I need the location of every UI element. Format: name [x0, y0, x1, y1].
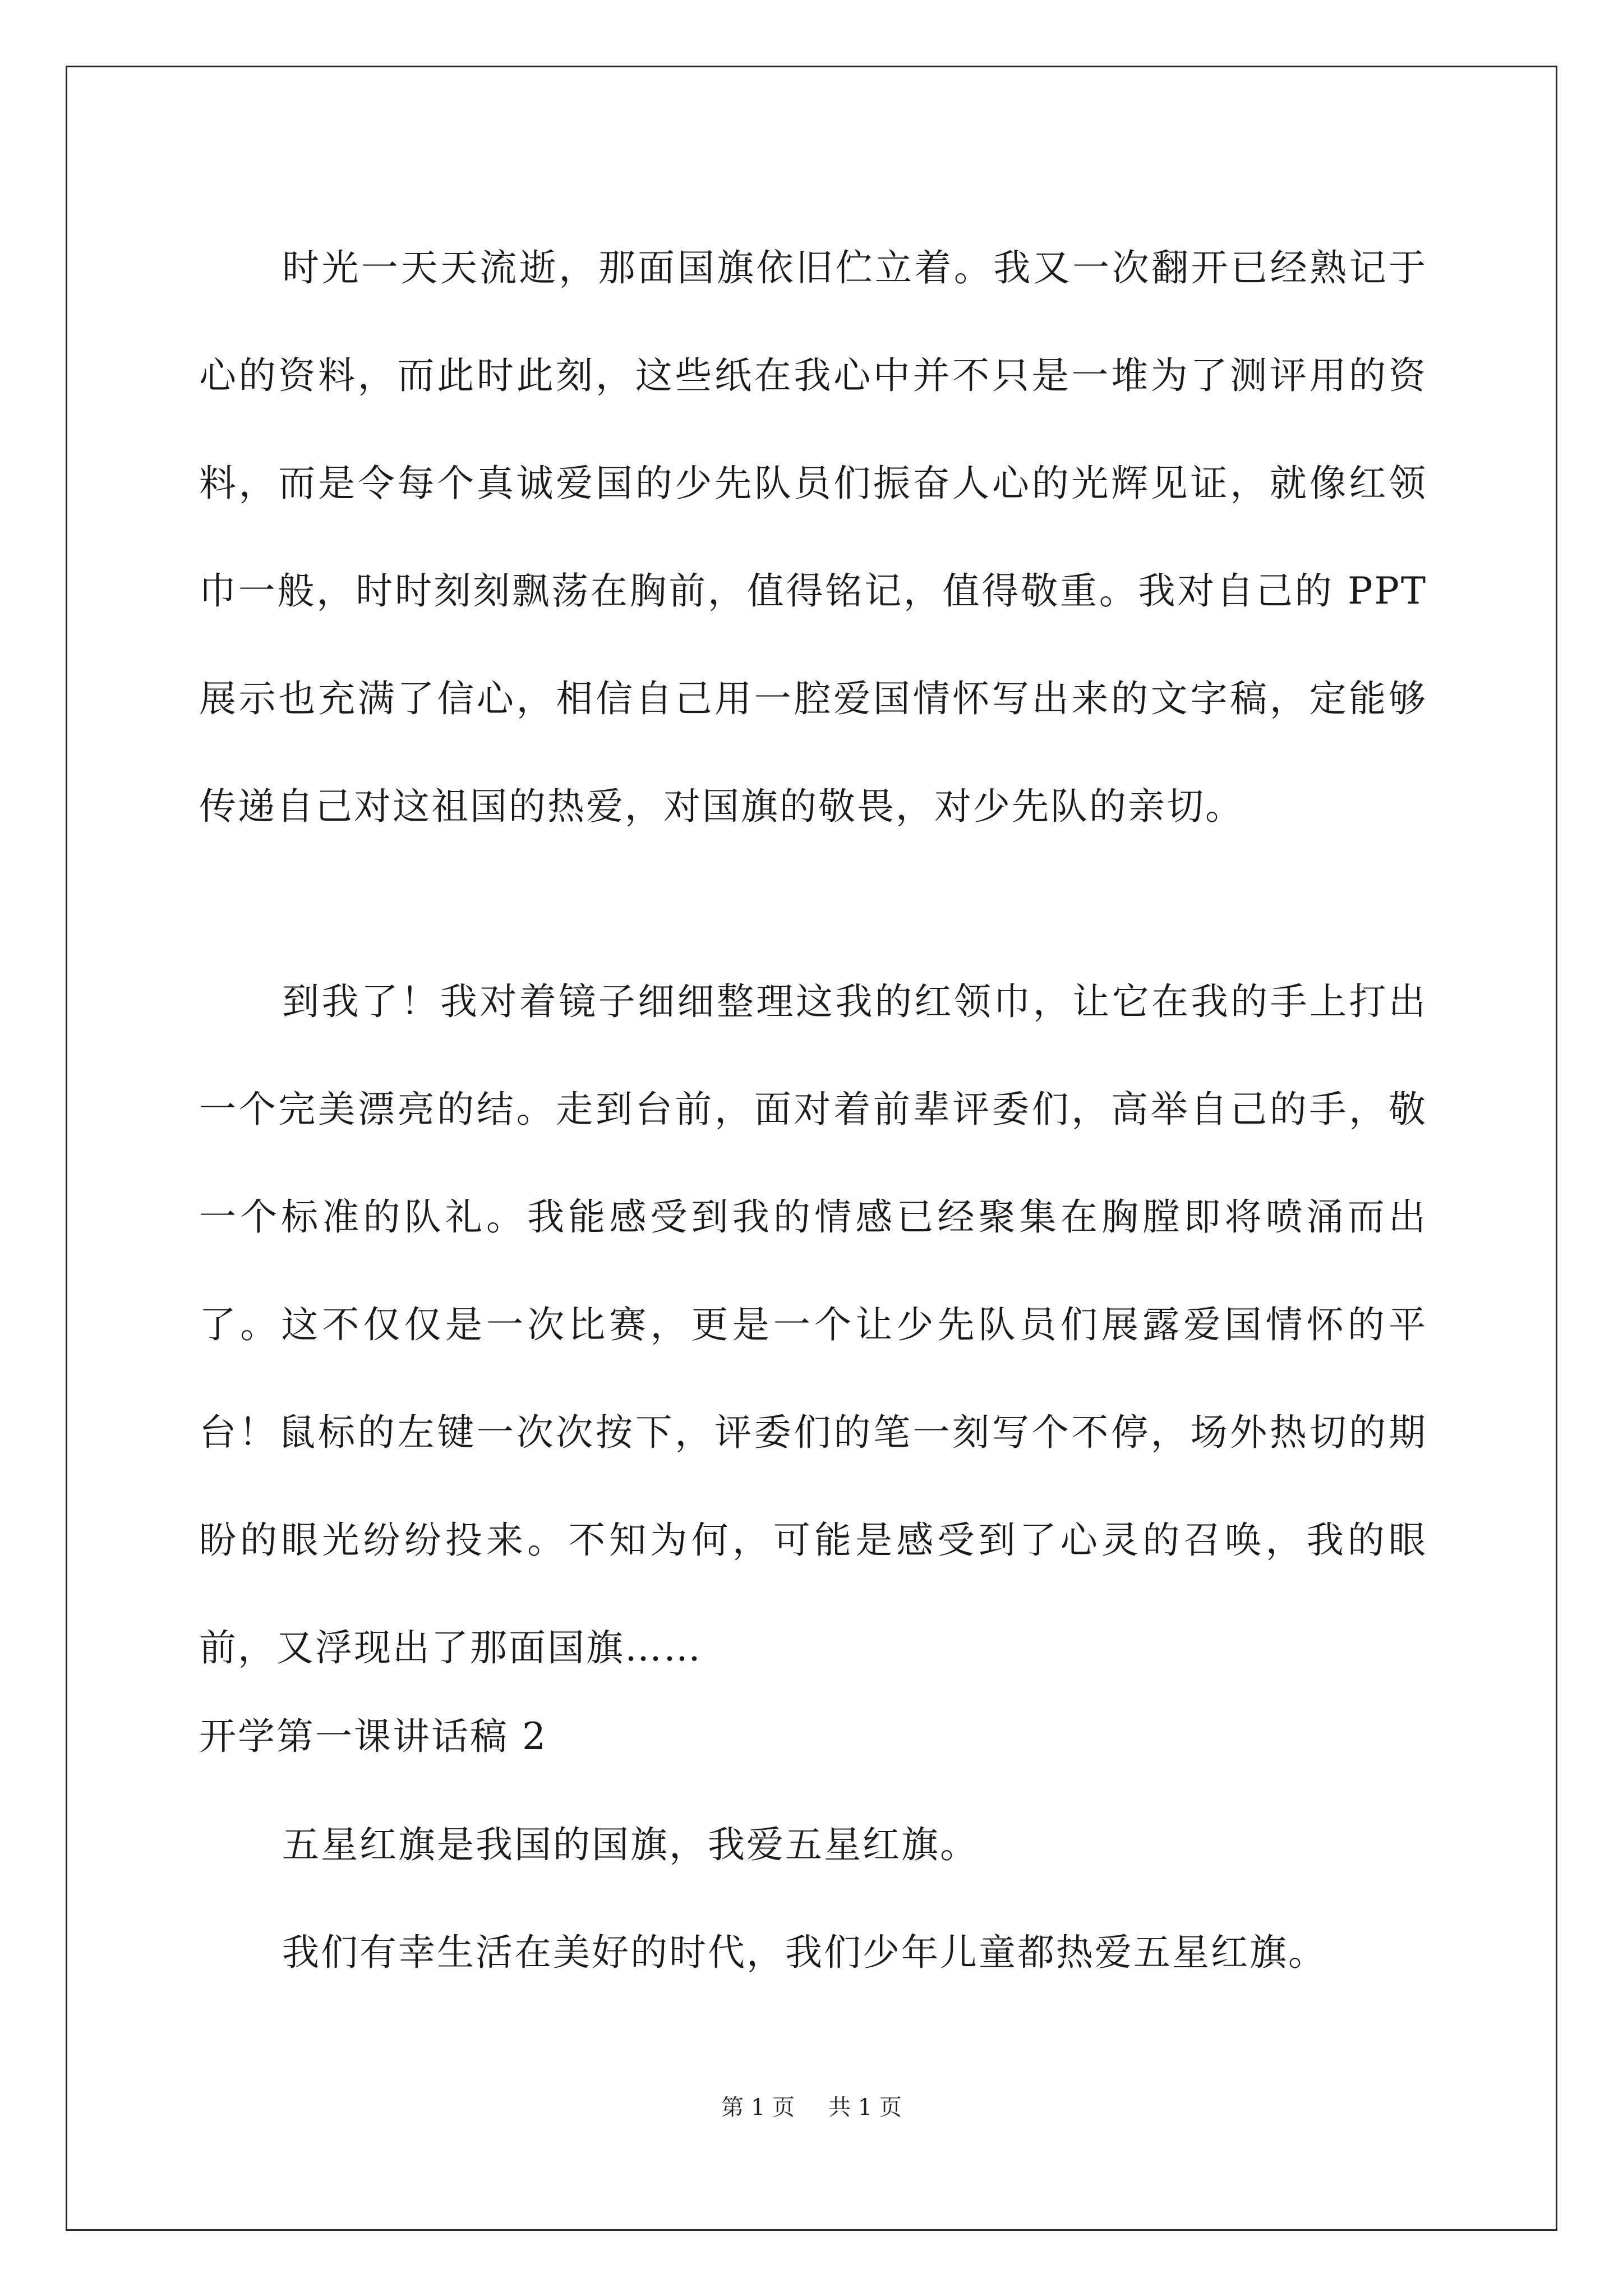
paragraph-1: 时光一天天流逝，那面国旗依旧伫立着。我又一次翻开已经熟记于心的资料，而此时此刻，这些纸在我心中并不只是一堆为了测评用的资料，而是令每个真诚爱国的少先队员们振奋人心的光辉见证，就像红领巾一般，时时刻刻飘荡在胸前，值得铭记，值得敬重。我对自己的 PPT 展示也充满了信心，相信自己用一腔爱国情怀写出来的文字稿，定能够传递自己对这祖国的热爱，对国旗的敬畏，对少先队的亲切。 — [199, 246, 1427, 828]
page-total: 共 1 页 — [828, 2095, 902, 2120]
section-heading: 开学第一课讲话稿 2 — [199, 1715, 547, 1758]
page-number: 第 1 页 — [721, 2095, 795, 2120]
paragraph-4: 我们有幸生活在美好的时代，我们少年儿童都热爱五星红旗。 — [282, 1931, 1327, 1974]
page-footer — [0, 2091, 1623, 2124]
paragraph-2: 到我了！我对着镜子细细整理这我的红领巾，让它在我的手上打出一个完美漂亮的结。走到台前，面对着前辈评委们，高举自己的手，敬一个标准的队礼。我能感受到我的情感已经聚集在胸膛即将喷涌而出了。这不仅仅是一次比赛，更是一个让少先队员们展露爱国情怀的平台！鼠标的左键一次次按下，评委们的笔一刻写个不停，场外热切的期盼的眼光纷纷投来。不知为何，可能是感受到了心灵的召唤，我的眼前，又浮现出了那面国旗…… — [199, 980, 1427, 1669]
paragraph-3: 五星红旗是我国的国旗，我爱五星红旗。 — [282, 1823, 979, 1866]
